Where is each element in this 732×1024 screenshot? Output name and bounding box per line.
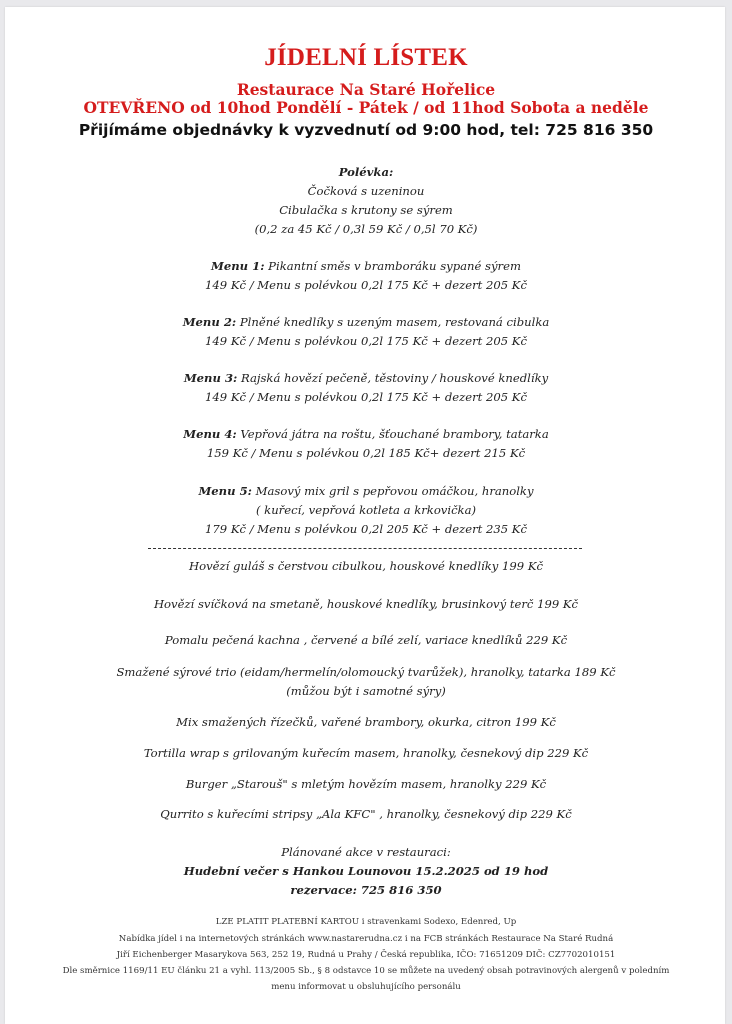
footer-line: Nabídka jídel i na internetových stránkách www.nastarerudna.cz i na FCB stránkách Restaurace Na Staré Rudná bbox=[118, 934, 614, 944]
menu-label: Menu 1: bbox=[211, 259, 265, 273]
opening-hours: OTEVŘENO od 10hod Pondělí - Pátek / od 11hod Sobota a neděle bbox=[83, 98, 649, 117]
special-item: Tortilla wrap s grilovaným kuřecím masem, hranolky, česnekový dip 229 Kč bbox=[143, 746, 589, 760]
special-item: Qurrito s kuřecími stripsy „Ala KFC" , hranolky, česnekový dip 229 Kč bbox=[160, 807, 572, 821]
menu-note: ( kuřecí, vepřová kotleta a krkovička) bbox=[255, 503, 477, 517]
menu-dish: Plněné knedlíky s uzeným masem, restovaná cibulka bbox=[236, 315, 550, 329]
menu-label: Menu 5: bbox=[198, 484, 252, 498]
menu-price: 159 Kč / Menu s polévkou 0,2l 185 Kč+ dezert 215 Kč bbox=[206, 446, 526, 460]
special-item: Pomalu pečená kachna , červené a bílé zelí, variace knedlíků 229 Kč bbox=[164, 633, 568, 647]
special-item: Hovězí guláš s čerstvou cibulkou, houskové knedlíky 199 Kč bbox=[189, 559, 543, 573]
menu-dish: Masový mix gril s pepřovou omáčkou, hranolky bbox=[251, 484, 534, 498]
menu-price: 149 Kč / Menu s polévkou 0,2l 175 Kč + dezert 205 Kč bbox=[205, 390, 527, 404]
special-item: Hovězí svíčková na smetaně, houskové knedlíky, brusinkový terč 199 Kč bbox=[153, 597, 579, 611]
footer-line: Dle směrnice 1169/11 EU článku 21 a vyhl. 113/2005 Sb., § 8 odstavce 10 se můžete na uvedený obsah potravinových alergenů v poledním bbox=[62, 966, 670, 976]
menu-item-1 bbox=[0, 259, 732, 273]
orders-info: Přijímáme objednávky k vyzvednutí od 9:00 hod, tel: 725 816 350 bbox=[78, 121, 654, 139]
footer-line: Jiří Eichenberger Masarykova 563, 252 19, Rudná u Prahy / Česká republika, IČO: 71651209 DIČ: CZ7702010151 bbox=[116, 950, 616, 960]
special-item: Smažené sýrové trio (eidam/hermelín/olomoucký tvarůžek), hranolky, tatarka 189 Kč bbox=[116, 665, 616, 679]
footer-line: menu informovat u obsluhujícího personálu bbox=[271, 982, 461, 992]
menu-dish: Vepřová játra na roštu, šťouchané brambory, tatarka bbox=[236, 427, 549, 441]
menu-price: 149 Kč / Menu s polévkou 0,2l 175 Kč + dezert 205 Kč bbox=[205, 334, 527, 348]
restaurant-name: Restaurace Na Staré Hořelice bbox=[236, 80, 496, 99]
page-title: JÍDELNÍ LÍSTEK bbox=[264, 44, 468, 71]
menu-item-4 bbox=[0, 427, 732, 441]
soup-heading: Polévka: bbox=[338, 165, 394, 179]
soup-prices: (0,2 za 45 Kč / 0,3l 59 Kč / 0,5l 70 Kč) bbox=[254, 222, 478, 236]
menu-item-3 bbox=[0, 371, 732, 385]
soup-item: Čočková s uzeninou bbox=[307, 184, 425, 198]
event-item: Hudební večer s Hankou Lounovou 15.2.2025 od 19 hod bbox=[183, 864, 549, 878]
footer-line: LZE PLATIT PLATEBNÍ KARTOU i stravenkami Sodexo, Edenred, Up bbox=[215, 917, 517, 927]
menu-label: Menu 3: bbox=[183, 371, 238, 385]
special-item: Burger „Starouš" s mletým hovězím masem, hranolky 229 Kč bbox=[185, 777, 547, 791]
menu-dish: Pikantní směs v bramboráku sypané sýrem bbox=[264, 259, 521, 273]
menu-label: Menu 2: bbox=[182, 315, 237, 329]
menu-price: 179 Kč / Menu s polévkou 0,2l 205 Kč + dezert 235 Kč bbox=[205, 522, 527, 536]
event-reservation: rezervace: 725 816 350 bbox=[290, 883, 442, 897]
menu-label: Menu 4: bbox=[183, 427, 237, 441]
menu-dish: Rajská hovězí pečeně, těstoviny / houskové knedlíky bbox=[237, 371, 549, 385]
menu-item-2 bbox=[0, 315, 732, 329]
soup-item: Cibulačka s krutony se sýrem bbox=[279, 203, 453, 217]
special-item: Mix smažených řízečků, vařené brambory, okurka, citron 199 Kč bbox=[176, 715, 556, 729]
special-item-note: (můžou být i samotné sýry) bbox=[286, 684, 446, 698]
events-heading: Plánované akce v restauraci: bbox=[281, 845, 451, 859]
menu-item-5 bbox=[0, 484, 732, 498]
section-divider bbox=[148, 548, 582, 549]
menu-price: 149 Kč / Menu s polévkou 0,2l 175 Kč + dezert 205 Kč bbox=[205, 278, 527, 292]
